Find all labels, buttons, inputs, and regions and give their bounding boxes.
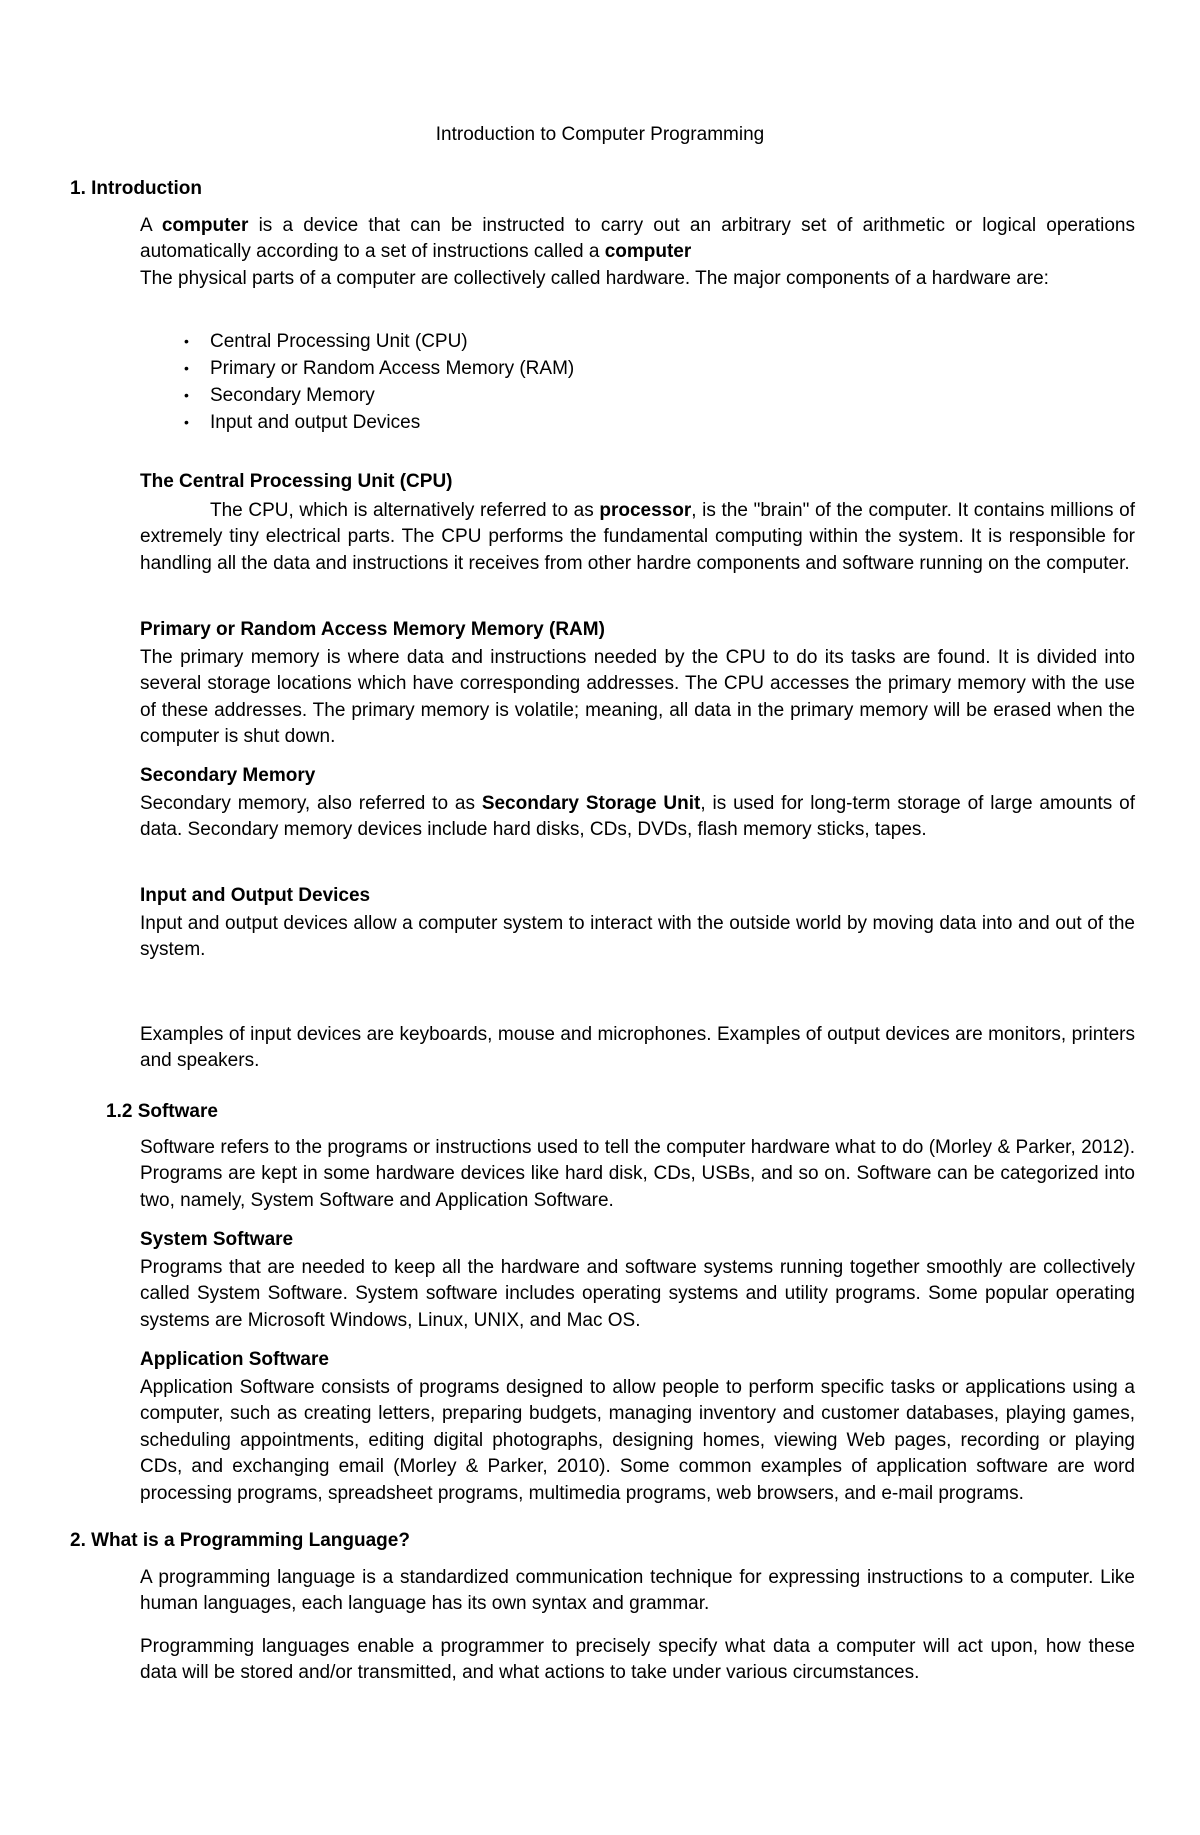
cpu-paragraph (140, 498, 1135, 577)
text-run: , is used for long-term storage of large amounts of data. Secondary memory devices include hard disks, CDs, DVDs, flash memory sticks, tapes. (140, 793, 1135, 841)
ram-heading: Primary or Random Access Memory Memory (RAM) (140, 619, 605, 640)
text-run: The CPU, which is alternatively referred to as (210, 500, 600, 521)
section-heading-introduction: 1. Introduction (70, 178, 202, 199)
hardware-components-list (140, 328, 574, 436)
bold-term: Secondary Storage Unit (481, 793, 701, 814)
cpu-heading: The Central Processing Unit (CPU) (140, 471, 453, 492)
system-software-heading: System Software (140, 1229, 294, 1250)
ram-paragraph: The primary memory is where data and instructions needed by the CPU to do its tasks are found. It is divided into several storage locations which have corresponding addresses. The CPU accesses the primary memory with the use of these addresses. The primary memory is volatile; meaning, all data in the primary memory will be erased when the computer is shut down. (140, 647, 1135, 748)
software-paragraph: Software refers to the programs or instructions used to tell the computer hardware what to do (Morley & Parker, 2012). Programs are kept in some hardware devices like hard disk, CDs, USBs, and so on. Software can be categorized into two, namely, System Software and Application Software. (140, 1137, 1135, 1211)
bullet-icon: • (184, 414, 189, 430)
list-item: • Primary or Random Access Memory (RAM) (140, 355, 574, 382)
list-item: • Central Processing Unit (CPU) (140, 328, 574, 355)
programming-language-heading: 2. What is a Programming Language? (70, 1530, 410, 1551)
bold-term: computer (161, 215, 249, 236)
bold-term: computer (604, 241, 692, 263)
software-heading: 1.2 Software (106, 1101, 218, 1122)
application-software-heading: Application Software (140, 1349, 329, 1370)
programming-language-paragraph-2: Programming languages enable a programmer to precisely specify what data a computer will act upon, how these data will be stored and/or transmitted, and what actions to take under various circumstances. (140, 1636, 1135, 1684)
list-item: • Secondary Memory (140, 382, 574, 409)
document-title: Introduction to Computer Programming (435, 124, 765, 145)
text-run: is a device that can be instructed to carry out an arbitrary set of arithmetic or logical operations automatically according to a set of instructions called a (140, 215, 1136, 263)
text-run: , is the "brain" of the computer. It contains millions of extremely tiny electrical parts. The CPU performs the fundamental computing within the system. It is responsible for handling all the data and instructions it receives from other hardre components and software running on the computer. (140, 500, 1135, 574)
bullet-icon: • (184, 360, 189, 376)
io-examples-paragraph: Examples of input devices are keyboards, mouse and microphones. Examples of output devices are monitors, printers and speakers. (140, 1024, 1135, 1072)
bold-term: processor (599, 500, 692, 521)
bullet-icon: • (184, 387, 189, 403)
list-item: • Input and output Devices (140, 409, 574, 436)
secondary-memory-heading: Secondary Memory (140, 765, 316, 786)
bullet-icon: • (184, 333, 189, 349)
text-run: Secondary memory, also referred to as (140, 793, 482, 814)
hardware-paragraph: The physical parts of a computer are collectively called hardware. The major components of a hardware are: (140, 268, 1049, 289)
intro-paragraph (140, 213, 1135, 266)
system-software-paragraph: Programs that are needed to keep all the hardware and software systems running together smoothly are collectively called System Software. System software includes operating systems and utility programs. Some popular operating systems are Microsoft Windows, Linux, UNIX, and Mac OS. (140, 1257, 1135, 1331)
secondary-memory-paragraph (140, 791, 1135, 844)
application-software-paragraph: Application Software consists of programs designed to allow people to perform specific tasks or applications using a computer, such as creating letters, preparing budgets, managing inventory and customer databases, playing games, scheduling appointments, editing digital photographs, designing homes, viewing Web pages, recording or playing CDs, and exchanging email (Morley & Parker, 2010). Some common examples of application software are word processing programs, spreadsheet programs, multimedia programs, web browsers, and e-mail programs. (140, 1377, 1135, 1504)
io-devices-paragraph: Input and output devices allow a computer system to interact with the outside world by moving data into and out of the system. (140, 913, 1135, 961)
text-run: A (140, 215, 162, 236)
io-devices-heading: Input and Output Devices (140, 885, 371, 906)
programming-language-paragraph-1: A programming language is a standardized communication technique for expressing instructions to a computer. Like human languages, each language has its own syntax and grammar. (140, 1567, 1135, 1615)
